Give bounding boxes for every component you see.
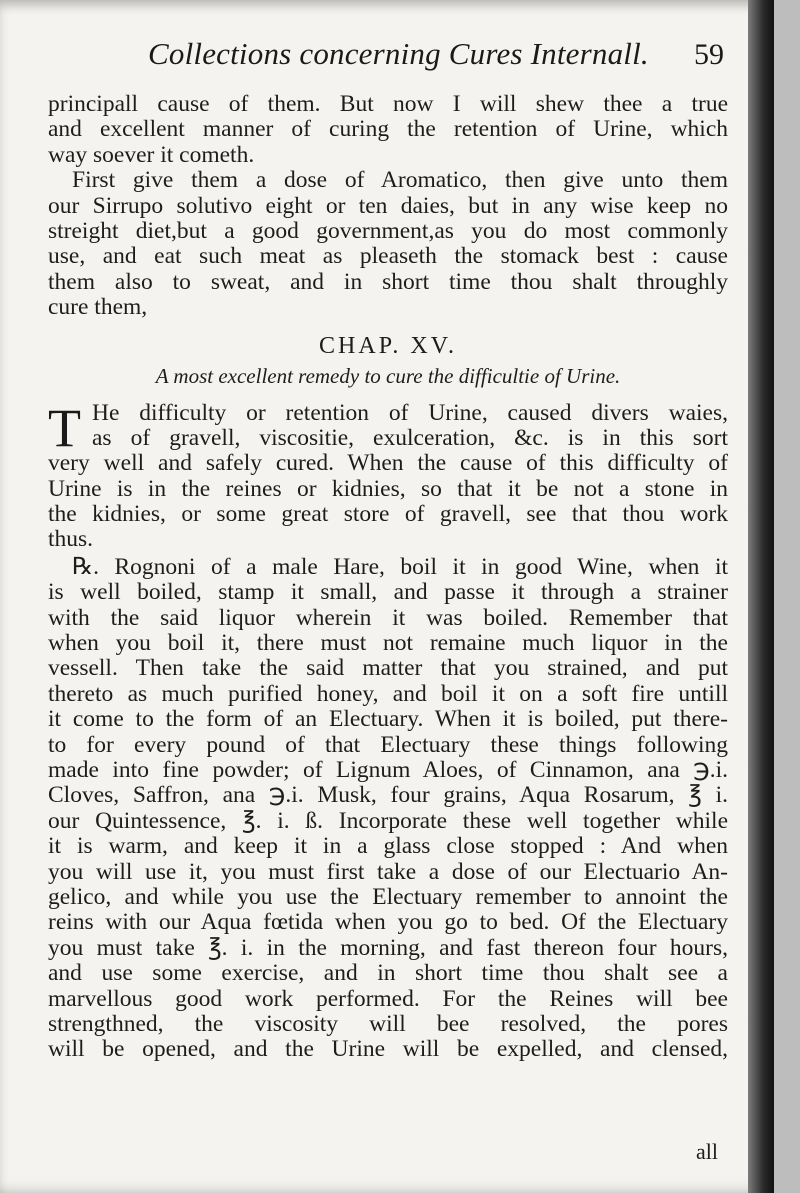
text-line: cure them, <box>48 294 148 321</box>
text-line: way soever it cometh. <box>48 141 255 168</box>
text-line: our Quintessence, ℥. i. ß. Incorporate these well together while <box>48 807 728 834</box>
text-line: thus. <box>48 526 94 553</box>
text-line: is well boiled, stamp it small, and passe it through a strainer <box>48 579 728 606</box>
text-line: streight diet,but a good government,as you do most commonly <box>48 217 728 244</box>
text-line: use, and eat such meat as pleaseth the stomack best : cause <box>48 243 728 270</box>
text-line: and excellent manner of curing the retention of Urine, which <box>48 116 728 143</box>
chapter-opening <box>48 397 728 458</box>
text-line: our Sirrupo solutivo eight or ten daies, but in any wise keep no <box>48 192 728 219</box>
text-line: strengthned, the viscosity will bee resolved, the pores <box>48 1010 728 1037</box>
text-line: ℞. Rognoni of a male Hare, boil it in good Wine, when it <box>72 553 728 580</box>
text-line: He difficulty or retention of Urine, caused divers waies, <box>92 399 728 426</box>
page-number: 59 <box>694 38 724 71</box>
text-line: thereto as much purified honey, and boil it on a soft fire untill <box>48 680 728 707</box>
text-line: Urine is in the reines or kidnies, so that it be not a stone in <box>48 475 728 502</box>
page-header <box>48 34 728 84</box>
text-line: Cloves, Saffron, ana ℈.i. Musk, four grains, Aqua Rosarum, ℥ i. <box>48 782 728 809</box>
text-line: it is warm, and keep it in a glass close stopped : And when <box>48 833 728 860</box>
text-line: the kidnies, or some great store of gravell, see that thou work <box>48 501 728 528</box>
page-text <box>48 92 728 1063</box>
text-line: you will use it, you must first take a dose of our Electuario An- <box>48 858 728 885</box>
running-head: Collections concerning Cures Internall. <box>148 36 649 71</box>
catchword: all <box>696 1139 718 1164</box>
text-line: made into fine powder; of Lignum Aloes, of Cinnamon, ana ℈.i. <box>48 756 728 783</box>
page-binding-edge <box>748 0 774 1193</box>
text-line: very well and safely cured. When the cause of this difficulty of <box>48 450 728 477</box>
text-line: to for every pound of that Electuary these things following <box>48 731 728 758</box>
text-line: reins with our Aqua fœtida when you go to bed. Of the Electuary <box>48 909 728 936</box>
text-line: First give them a dose of Aromatico, then give unto them <box>72 167 728 194</box>
text-line: it come to the form of an Electuary. When it is boiled, put there- <box>48 706 728 733</box>
text-line: gelico, and while you use the Electuary remember to annoint the <box>48 883 728 910</box>
text-line: you must take ℥. i. in the morning, and fast thereon four hours, <box>48 934 728 961</box>
text-line: principall cause of them. But now I will shew thee a true <box>48 91 728 117</box>
chapter-heading: CHAP. XV. <box>319 332 457 359</box>
text-line: when you boil it, there must not remaine much liquor in the <box>48 630 728 657</box>
text-line: marvellous good work performed. For the Reines will bee <box>48 985 728 1012</box>
text-line: vessell. Then take the said matter that you strained, and put <box>48 655 728 682</box>
text-line: and use some exercise, and in short time thou shalt see a <box>48 960 728 987</box>
text-line: them also to sweat, and in short time thou shalt throughly <box>48 268 728 295</box>
chapter-subtitle: A most excellent remedy to cure the difficultie of Urine. <box>155 363 621 388</box>
text-line: as of gravell, viscositie, exulceration, &c. is in this sort <box>92 424 728 451</box>
drop-cap: T <box>48 397 81 458</box>
text-line: with the said liquor wherein it was boiled. Remember that <box>48 604 728 631</box>
text-line: will be opened, and the Urine will be expelled, and clensed, <box>48 1036 728 1063</box>
